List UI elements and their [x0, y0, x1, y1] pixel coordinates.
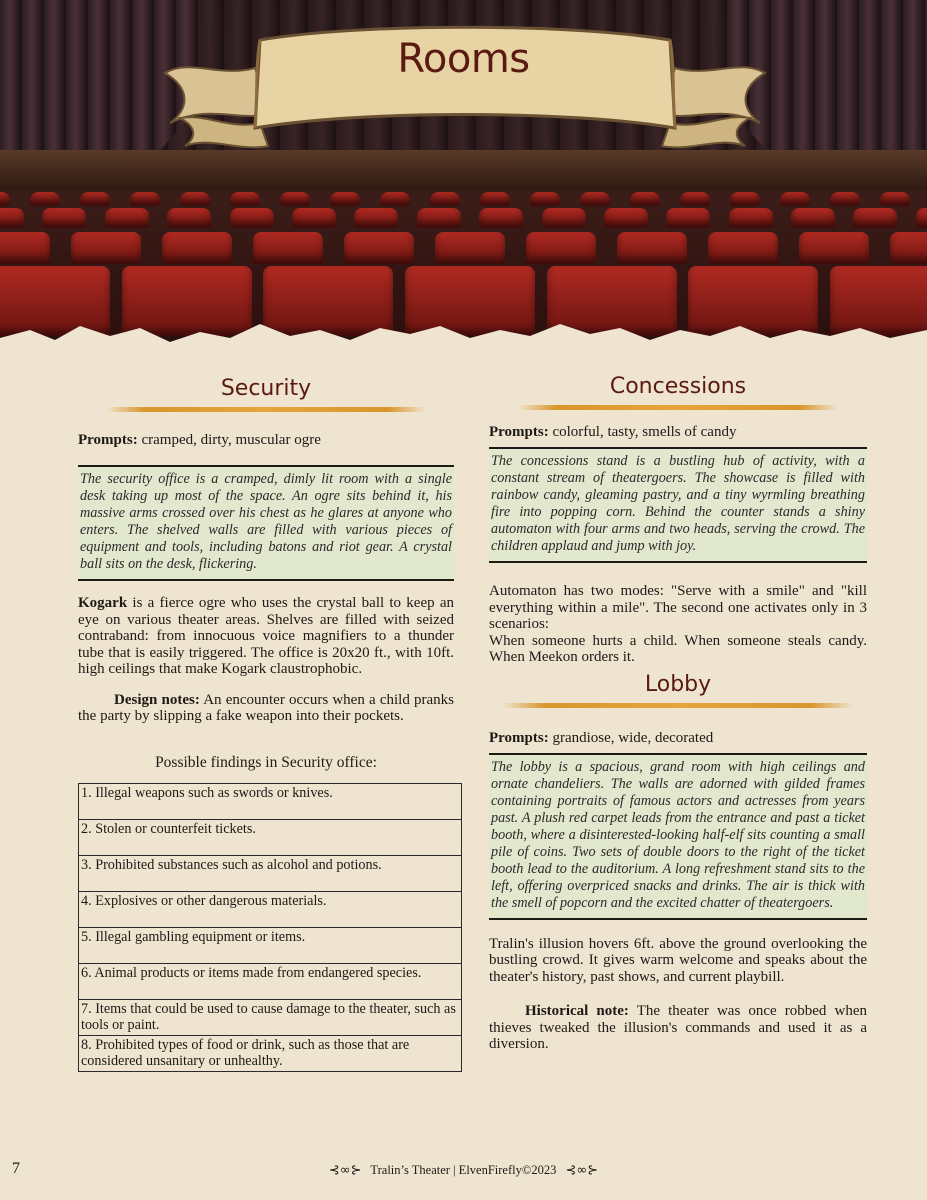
left-flourish-icon: ⊰∞⊱ — [328, 1163, 362, 1178]
automaton-paragraph: Automaton has two modes: "Serve with a smile" and "kill everything within a mile". The second one activates only in 3 scenarios: — [489, 583, 867, 632]
seat-row — [0, 192, 927, 206]
prompts-text: grandiose, wide, decorated — [552, 729, 714, 746]
section-title-security: Security — [220, 376, 312, 401]
design-notes-text: An encounter occurs when a child pranks the party by slipping a fake weapon into their pockets. — [78, 691, 454, 724]
kogark-text: is a fierce ogre who uses the crystal ball to keep an eye on various theater areas. Shelves are filled with seized contraband: from innocuous voice magnifiers to a thunder tube that is easily triggered. The office is 20x20 ft., with 10ft. high ceilings that make Kogark claustrophobic. — [78, 595, 454, 677]
seat-row — [0, 232, 927, 264]
table-row — [79, 1000, 462, 1036]
section-title-concessions: Concessions — [609, 374, 747, 399]
kogark-paragraph — [78, 595, 454, 678]
scenarios-paragraph: When someone hurts a child. When someone steals candy. When Meekon orders it. — [489, 632, 867, 665]
findings-cell: 2. Stolen or counterfeit tickets. — [79, 820, 462, 856]
findings-table — [78, 783, 462, 1072]
design-notes-paragraph — [78, 692, 454, 725]
lobby-prompts — [489, 730, 867, 747]
kogark-name: Kogark — [78, 595, 128, 611]
security-description-box: The security office is a cramped, dimly lit room with a single desk taking up most of the space. An ogre sits behind it, his massive arms crossed over his chest as he glares at anyone who enters. The shelved walls are filled with various pieces of equipment and tools, including batons and riot gear. A crystal ball sits on the desk, flickering. — [78, 465, 454, 581]
lobby-description-box: The lobby is a spacious, grand room with high ceilings and ornate chandeliers. The walls are adorned with gilded frames containing portraits of famous actors and actresses from years past. A plush red carpet leads from the entrance and past a ticket booth, where a disinterested-looking half-elf sits counting a small pile of coins. Two sets of double doors to the right of the ticket booth lead to the auditorium. A long refreshment stand sits to the left, offering overpriced snacks and drinks. The air is thick with the smell of popcorn and the excited chatter of theatergoers. — [489, 753, 867, 920]
prompts-text: colorful, tasty, smells of candy — [552, 424, 737, 440]
left-column — [78, 370, 454, 1072]
table-row — [79, 784, 462, 820]
concessions-description-box: The concessions stand is a bustling hub of activity, with a constant stream of theatergoers. The showcase is filled with rainbow candy, gleaming pastry, and a tiny wyrmling breathing fire into popping corn. Behind the counter stands a shiny automaton with four arms and two heads, serving the crowd. The children applaud and jump with joy. — [489, 447, 867, 563]
right-column — [489, 370, 867, 1053]
historical-note-paragraph — [489, 1003, 867, 1053]
section-title-lobby: Lobby — [644, 671, 712, 697]
page-footer — [0, 1163, 927, 1178]
findings-cell: 4. Explosives or other dangerous materials. — [79, 892, 462, 928]
prompts-label: Prompts: — [78, 432, 138, 448]
title-underline — [503, 703, 853, 708]
page-title: Rooms — [397, 36, 530, 82]
findings-cell: 8. Prohibited types of food or drink, such as those that are considered unsanitary or unhealthy. — [79, 1036, 462, 1072]
prompts-text: cramped, dirty, muscular ogre — [141, 432, 321, 448]
table-row — [79, 820, 462, 856]
footer-text: Tralin’s Theater | ElvenFirefly©2023 — [370, 1163, 557, 1177]
page-number: 7 — [12, 1160, 20, 1177]
findings-cell: 1. Illegal weapons such as swords or knives. — [79, 784, 462, 820]
concessions-prompts — [489, 424, 867, 441]
prompts-label: Prompts: — [489, 729, 549, 746]
table-row — [79, 964, 462, 1000]
right-flourish-icon: ⊰∞⊱ — [565, 1163, 599, 1178]
findings-heading: Possible findings in Security office: — [155, 753, 377, 771]
seat-row — [0, 208, 927, 228]
findings-cell: 3. Prohibited substances such as alcohol and potions. — [79, 856, 462, 892]
torn-paper-edge — [0, 318, 927, 360]
table-row — [79, 928, 462, 964]
theater-header-image — [0, 0, 927, 360]
title-underline — [518, 405, 838, 410]
historical-note-label: Historical note: — [525, 1003, 629, 1019]
title-underline — [106, 407, 426, 412]
security-prompts — [78, 432, 454, 449]
findings-cell: 7. Items that could be used to cause damage to the theater, such as tools or paint. — [79, 1000, 462, 1036]
findings-cell: 5. Illegal gambling equipment or items. — [79, 928, 462, 964]
historical-note-text: The theater was once robbed when thieves tweaked the illusion's commands and used it as a diversion. — [489, 1003, 867, 1052]
design-notes-label: Design notes: — [114, 691, 200, 708]
illusion-paragraph: Tralin's illusion hovers 6ft. above the ground overlooking the bustling crowd. It gives warm welcome and speaks about the theater's history, past shows, and current playbill. — [489, 935, 867, 985]
table-row — [79, 856, 462, 892]
findings-cell: 6. Animal products or items made from endangered species. — [79, 964, 462, 1000]
table-row — [79, 892, 462, 928]
prompts-label: Prompts: — [489, 424, 549, 440]
table-row — [79, 1036, 462, 1072]
